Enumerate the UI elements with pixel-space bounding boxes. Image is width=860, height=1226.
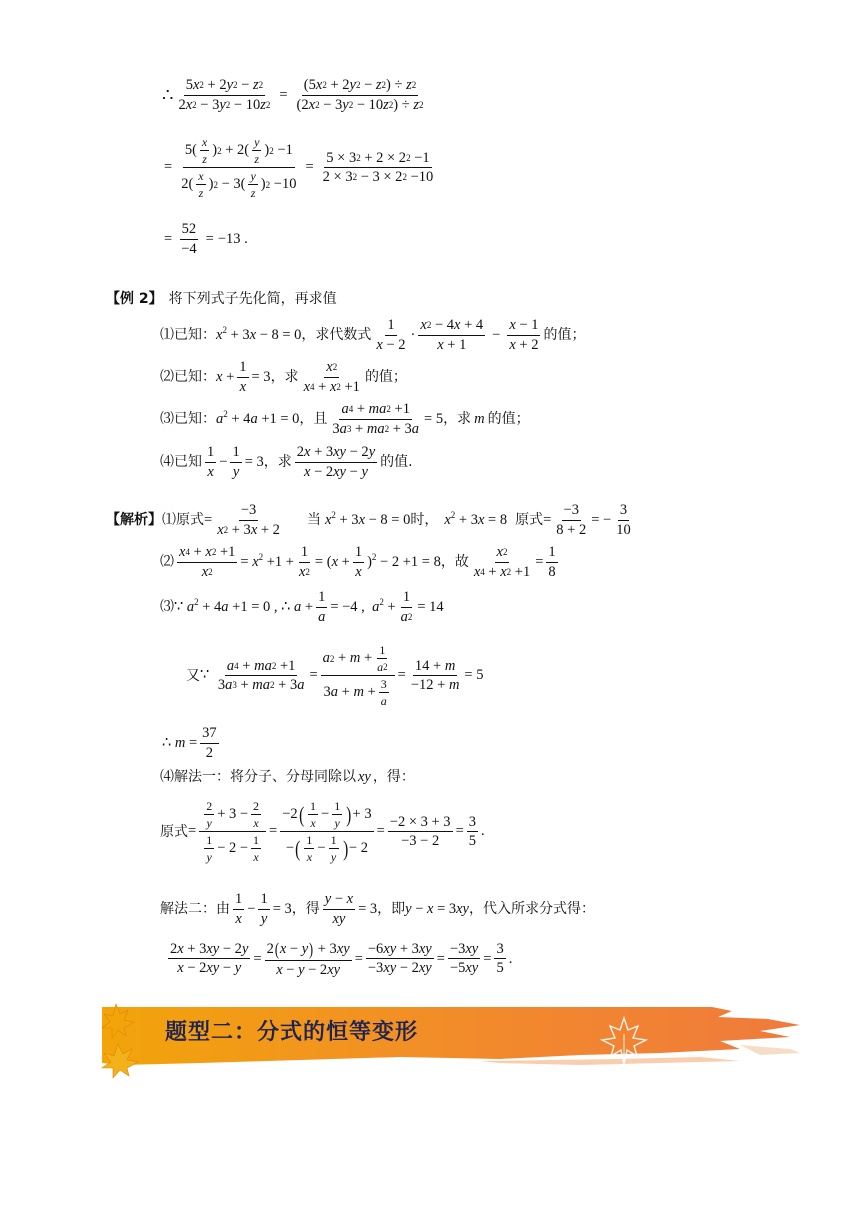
solution-3c: ∴ m = $\frac{37}{2}$ — [162, 725, 217, 761]
solution-2: ⑵ x 4 + x 2 +1 x 2 = $x^2 +1$ + 1 x 2 = (x + $\frac{1}{x}$ )$^2$ − 2 +1 = 8 ，故 x 2 x 4 + x 2 +1 = $\frac{1}{8}$ — [160, 544, 556, 580]
question-1: ⑴ 已知： $x^2 + 3x - 8 = 0$ ，求代数式 1 x − 2 · x 2 − 4 x + 4 x + 1 − x − 1 x + 2 的值； — [160, 317, 586, 353]
solution-3b: 又 ∵ a 4 + ma 2 +1 3 a 3 + ma 2 + 3 a = a 2 + m + 1 a 2 3 a + m + $\frac{3}{a}$ = 14 + m −12 + m = 5 — [186, 643, 484, 708]
question-4: ⑷ 已知 $\frac{1}{x}$ − $\frac{1}{y}$ = 3 ，求 2 x + 3 xy − 2 y x − 2 xy − y 的值. — [160, 444, 413, 480]
derivation-line-1: ∴ 5 x 2 + 2 y 2 − z 2 2 x 2 − 3 y 2 − 10 z 2 = (5 x 2 + 2 y 2 − z 2 ) ÷ z 2 (2 x 2 − 3 y 2 − 10 z 2 ) ÷ z 2 — [162, 77, 424, 113]
example-2-heading — [106, 292, 337, 306]
solution-4-method-1-intro: ⑷ 解法一：将分子、分母同除以 xy ，得： — [160, 769, 415, 786]
question-3: ⑶ 已知： $a^2 + 4a +1 = 0$ ，且 a 4 + ma 2 +1 3 a 3 + ma 2 + 3 a = 5 ，求 m 的值； — [160, 401, 530, 437]
maple-leaf-icon — [96, 1000, 156, 1080]
solution-1: 【解析】 ⑴ 原式 = −3 x 2 + 3 x + 2 当 $x^2 + 3x - 8 = 0$ 时， $x^2 + 3x = 8$ 原式 = $\frac{-3}{8 + 2}$ = − $\frac{3}{10}$ — [106, 502, 631, 538]
maple-leaf-outline-icon — [600, 1016, 648, 1068]
solution-4-method-2-intro: 解法二：由 $\frac{1}{x}$ − $\frac{1}{y}$ = 3 ，得 y − x xy = 3 ，即 y − x = 3xy ，代入所求分式得： — [160, 891, 595, 927]
solution-3a: ⑶ ∵ $a^2 + 4a +1 = 0$ , ∴ a + $\frac{1}{a}$ = −4 , $a^2$ + 1 a 2 = 14 — [160, 589, 444, 625]
section-title: 题型二：分式的恒等变形 — [165, 1020, 419, 1045]
solution-4-method-2-derivation: 2 x + 3 xy − 2 y x − 2 xy − y = 2 ( x − y ) + 3 xy x − y − 2 xy = −6 xy + 3 xy −3 xy − 2 xy = −3 xy −5 xy = $\frac{3}{5}$ . — [170, 939, 513, 978]
derivation-line-2: = 5( $\frac{x}{z}$ ) 2 + 2( $\frac{y}{z}$ ) 2 −1 2( $\frac{x}{z}$ ) 2 − 3( $\frac{y}{z}$ ) 2 −10 = 5 × 3 2 + 2 × 2 2 −1 2 × 3 2 − 3 × 2 2 −10 — [164, 135, 434, 200]
solution-label: 【解析】 — [106, 512, 162, 528]
example-label: 【例 2】 — [106, 291, 163, 307]
derivation-line-3: = $\frac{52}{-4}$ = −13 . — [164, 221, 248, 257]
question-2: ⑵ 已知： x + $\frac{1}{x}$ = 3 ，求 x 2 x 4 + x 2 +1 的值； — [160, 359, 407, 395]
example-intro: 将下列式子先化简，再求值 — [168, 291, 337, 307]
solution-4-method-1-derivation: 原式 = $\frac{2}{y}$ + 3 − $\frac{2}{x}$ $\frac{1}{y}$ − 2 − $\frac{1}{x}$ = −2 ( $\frac{1}{x}$ − $\frac{1}{y}$ ) + 3 − ( $\frac{1}{x}$ − $\frac{1}{y}$ ) − 2 = $\frac{-2 \times 3 + 3}{-3 - 2}$ = $\frac{3}{5}$ . — [160, 799, 485, 864]
